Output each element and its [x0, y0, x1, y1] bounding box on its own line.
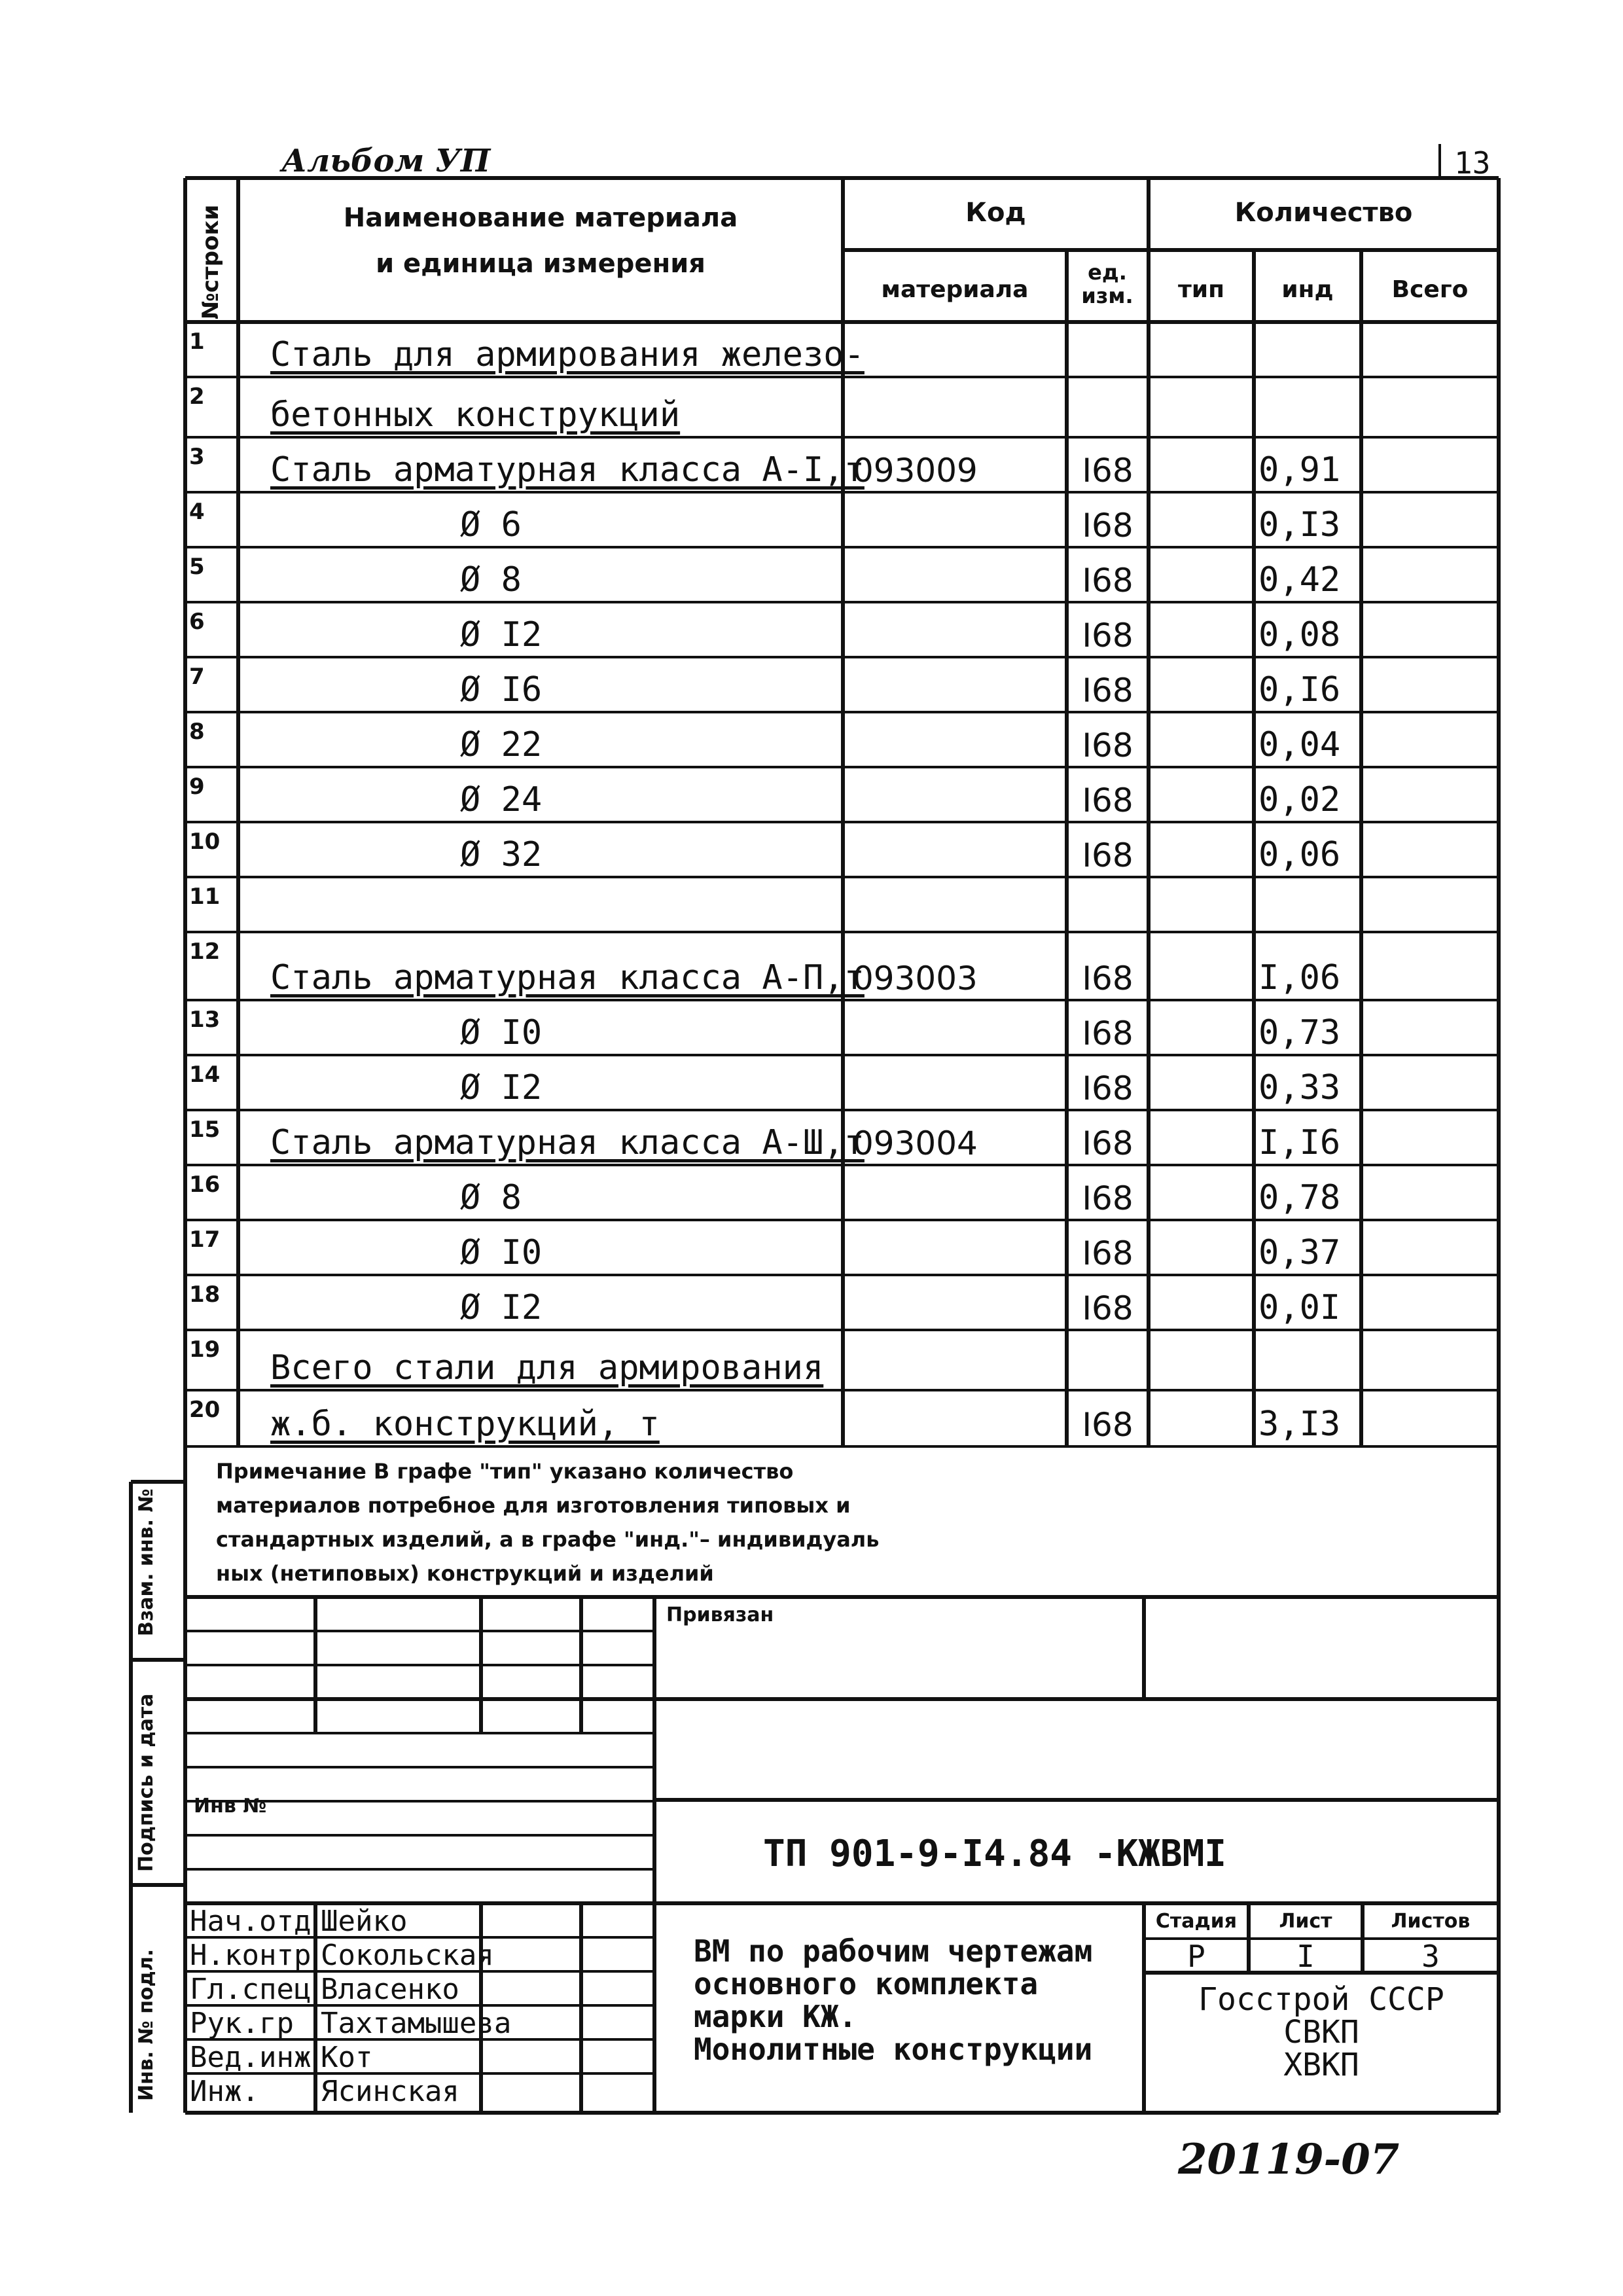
staff-role: Рук.гр [190, 2007, 294, 2040]
description-line: Монолитные конструкции [694, 2032, 1093, 2067]
material-name: Ø I2 [460, 1288, 543, 1327]
quantity-ind [1258, 1330, 1357, 1390]
row-number: 17 [189, 1227, 221, 1253]
description-line: марки КЖ. [694, 1999, 857, 2034]
table-row [185, 1165, 1499, 1220]
unit-code: I68 [1082, 781, 1133, 819]
name-header-line2: и единица измерения [376, 249, 705, 279]
quantity-ind: 0,06 [1258, 835, 1341, 874]
quantity-ind: 0,42 [1258, 560, 1341, 600]
row-number: 4 [189, 499, 205, 525]
staff-name: Шейко [321, 1905, 408, 1938]
description-line: основного комплекта [694, 1966, 1039, 2001]
note-line: стандартных изделий, а в графе "инд."– индивидуаль [216, 1527, 880, 1552]
unit-code: I68 [1082, 1069, 1133, 1107]
row-number: 2 [189, 384, 205, 410]
unit-code [1067, 1330, 1149, 1390]
material-code [853, 1055, 1062, 1110]
quantity-total-header: Всего [1391, 276, 1469, 303]
code-group-header: Код [965, 198, 1026, 228]
table-row [185, 1110, 1499, 1165]
unit-code [1067, 322, 1149, 377]
quantity-ind: 3,I3 [1258, 1405, 1341, 1444]
unit-code: I68 [1082, 1234, 1133, 1272]
staff-role: Гл.спец [190, 1973, 312, 2006]
staff-role: Н.контр [190, 1939, 312, 1972]
material-code: 093009 [853, 452, 978, 490]
material-code: 093003 [853, 960, 978, 997]
stage-value: Р [1187, 1939, 1205, 1974]
document-code: ТП 901-9-I4.84 -КЖВМI [763, 1833, 1227, 1875]
sheets-label: Листов [1391, 1910, 1471, 1933]
quantity-ind: 0,37 [1258, 1233, 1341, 1272]
margin-replaced-inventory: Взам. инв. № [135, 1488, 158, 1636]
material-name: Ø I2 [460, 615, 543, 655]
stamp-number: 20119-07 [1178, 2135, 1400, 2184]
quantity-ind: 0,04 [1258, 725, 1341, 764]
unit-code: I68 [1082, 507, 1133, 545]
sheet-label: Лист [1279, 1910, 1332, 1933]
row-number: 6 [189, 609, 205, 635]
staff-name: Ясинская [321, 2075, 459, 2108]
material-name: Сталь для армирования железо- [270, 335, 865, 374]
row-number: 1 [189, 329, 205, 355]
material-code [853, 547, 1062, 602]
material-code [853, 767, 1062, 822]
material-name: Ø I2 [460, 1068, 543, 1107]
quantity-ind: I,06 [1258, 958, 1341, 997]
table-row [185, 602, 1499, 657]
material-name: Ø I6 [460, 670, 543, 709]
table-row [185, 322, 1499, 377]
material-name: Ø I0 [460, 1013, 543, 1052]
material-code: 093004 [853, 1124, 978, 1162]
unit-code [1067, 377, 1149, 437]
sheet-value: I [1296, 1939, 1315, 1974]
material-name: Сталь арматурная класса А-П,т [270, 958, 865, 997]
margin-signature-date: Подпись и дата [135, 1693, 158, 1872]
quantity-ind: 0,91 [1258, 450, 1341, 490]
table-row [185, 712, 1499, 767]
unit-code: I68 [1082, 1289, 1133, 1327]
sheets-value: 3 [1421, 1939, 1440, 1974]
unit-code: I68 [1082, 1406, 1133, 1444]
document-description [694, 1935, 1092, 2066]
unit-code: I68 [1082, 562, 1133, 600]
row-number-header: №строки [198, 204, 224, 319]
material-code [853, 1275, 1062, 1330]
material-code [853, 1000, 1062, 1055]
material-name: Ø 6 [460, 505, 522, 545]
quantity-type-header: тип [1178, 276, 1224, 303]
row-number: 7 [189, 664, 205, 690]
material-name: Ø 22 [460, 725, 543, 764]
row-number: 5 [189, 554, 205, 580]
unit-code: I68 [1082, 960, 1133, 997]
quantity-ind: 0,02 [1258, 780, 1341, 819]
org-line: Госстрой СССР [1198, 1981, 1444, 2018]
row-number: 12 [189, 939, 221, 965]
material-name: Ø 8 [460, 1178, 522, 1217]
quantity-group-header: Количество [1234, 198, 1413, 228]
quantity-ind: 0,0I [1258, 1288, 1341, 1327]
material-code [853, 1390, 1062, 1446]
quantity-ind [1258, 322, 1357, 377]
row-number: 16 [189, 1172, 221, 1198]
row-number: 18 [189, 1282, 221, 1308]
material-code [853, 1220, 1062, 1275]
row-number: 11 [189, 884, 221, 910]
material-code [853, 1330, 1062, 1390]
staff-role: Вед.инж [190, 2041, 312, 2074]
note-line: материалов потребное для изготовления типовых и [216, 1493, 851, 1518]
row-number: 3 [189, 444, 205, 470]
staff-role: Инж. [190, 2075, 259, 2108]
quantity-ind-header: инд [1281, 276, 1334, 303]
inventory-number-label: Инв № [194, 1795, 267, 1818]
row-number: 13 [189, 1007, 221, 1033]
staff-name: Власенко [321, 1973, 459, 2006]
quantity-ind: 0,I3 [1258, 505, 1341, 545]
description-line: ВМ по рабочим чертежам [694, 1933, 1093, 1969]
quantity-ind: 0,I6 [1258, 670, 1341, 709]
unit-code: I68 [1082, 452, 1133, 490]
unit-code: I68 [1082, 672, 1133, 709]
material-code [853, 712, 1062, 767]
table-row [185, 657, 1499, 712]
table-row [185, 822, 1499, 877]
row-number: 15 [189, 1117, 221, 1143]
table-row [185, 932, 1499, 1000]
unit-code: I68 [1082, 726, 1133, 764]
material-name [270, 877, 859, 932]
unit-code: I68 [1082, 836, 1133, 874]
row-number: 10 [189, 829, 221, 855]
margin-original-inventory: Инв. № подл. [135, 1948, 158, 2101]
table-row [185, 1330, 1499, 1390]
material-code [853, 322, 1062, 377]
material-name: Сталь арматурная класса А-I,т [270, 450, 865, 490]
table-row [185, 377, 1499, 437]
material-name: ж.б. конструкций, т [270, 1405, 660, 1444]
material-code [853, 602, 1062, 657]
quantity-ind: 0,73 [1258, 1013, 1341, 1052]
org-line: СВКП [1283, 2014, 1359, 2051]
staff-name: Кот [321, 2041, 373, 2074]
note-line: ных (нетиповых) конструкций и изделий [216, 1561, 714, 1586]
quantity-ind: 0,08 [1258, 615, 1341, 655]
code-unit-header: ед. изм. [1081, 260, 1133, 308]
table-row [185, 547, 1499, 602]
code-material-header: материала [881, 276, 1029, 303]
material-code [853, 492, 1062, 547]
staff-role: Нач.отд [190, 1905, 312, 1938]
material-name: бетонных конструкций [270, 395, 681, 435]
privyazan-label: Привязан [666, 1604, 774, 1626]
note-block [216, 1454, 879, 1590]
row-number: 8 [189, 719, 205, 745]
material-code [853, 1165, 1062, 1220]
page-number: 13 [1454, 145, 1491, 181]
staff-name: Сокольская [321, 1939, 494, 1972]
material-name: Ø 24 [460, 780, 543, 819]
quantity-ind [1258, 877, 1357, 932]
unit-code: I68 [1082, 1124, 1133, 1162]
organization [1144, 1983, 1499, 2081]
note-line: Примечание В графе "тип" указано количество [216, 1459, 794, 1484]
org-line: ХВКП [1283, 2047, 1359, 2083]
name-header-line1: Наименование материала [343, 203, 738, 233]
material-name: Сталь арматурная класса А-Ш,т [270, 1123, 865, 1162]
unit-code: I68 [1082, 1014, 1133, 1052]
material-name: Ø 8 [460, 560, 522, 600]
material-code [853, 657, 1062, 712]
table-row [185, 492, 1499, 547]
material-name: Ø 32 [460, 835, 543, 874]
row-number: 19 [189, 1336, 221, 1363]
table-row [185, 1390, 1499, 1446]
table-row [185, 877, 1499, 932]
quantity-ind: 0,78 [1258, 1178, 1341, 1217]
table-row [185, 767, 1499, 822]
quantity-ind: I,I6 [1258, 1123, 1341, 1162]
unit-code: I68 [1082, 1179, 1133, 1217]
table-row [185, 1275, 1499, 1330]
album-label: Альбом УП [281, 143, 491, 179]
table-row [185, 437, 1499, 492]
material-code [853, 877, 1062, 932]
staff-name: Тахтамышева [321, 2007, 512, 2040]
quantity-ind: 0,33 [1258, 1068, 1341, 1107]
table-row [185, 1000, 1499, 1055]
row-number: 20 [189, 1397, 221, 1423]
stage-label: Стадия [1155, 1910, 1238, 1933]
material-code [853, 822, 1062, 877]
material-name: Всего стали для армирования [270, 1348, 824, 1388]
row-number: 14 [189, 1062, 221, 1088]
material-code [853, 377, 1062, 437]
table-row [185, 1055, 1499, 1110]
unit-code [1067, 877, 1149, 932]
quantity-ind [1258, 377, 1357, 437]
row-number: 9 [189, 774, 205, 800]
unit-code: I68 [1082, 617, 1133, 655]
material-name: Ø I0 [460, 1233, 543, 1272]
table-row [185, 1220, 1499, 1275]
